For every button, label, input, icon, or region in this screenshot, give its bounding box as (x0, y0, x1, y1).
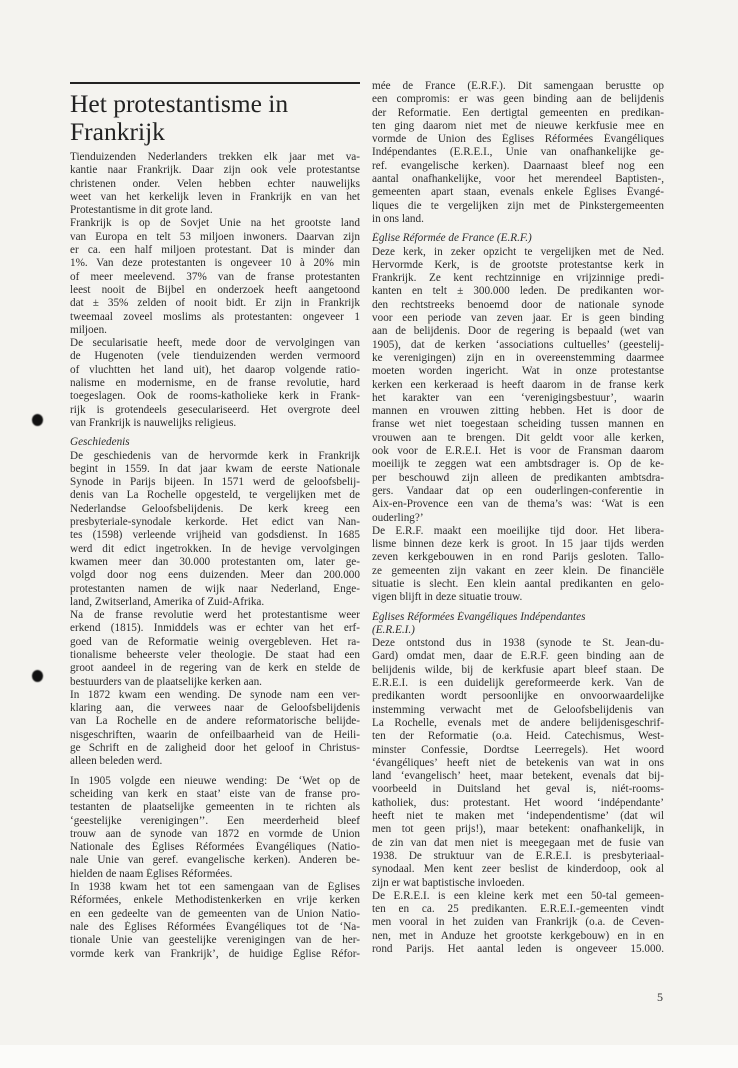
text-line: christenen onder. Velen hebben echter nauwelijks (70, 177, 360, 190)
text-line: minster Confessie, Dordtse Leerregels). Het woord (372, 743, 664, 756)
text-line: predikanten wordt persoonlijke en onvoorwaardelijke (372, 690, 664, 703)
text-line: aantal onafhankelijke, voor het merendeel Baptisten-, (372, 173, 664, 186)
text-line: ten der Reformatie (o.a. Heid. Catechismus, West- (372, 730, 664, 743)
text-line: ge Schrift en de zaligheid door het geloof in Christus- (70, 742, 360, 755)
text-line: bestuurders van de plaatselijke kerken aan. (70, 675, 262, 688)
paragraph (70, 775, 360, 881)
text-line: E.R.E.I. is een duidelijk gereformeerde kerk. Van de (372, 677, 664, 690)
text-line: weet van het kerkelijk leven in Frankrijk en van het (70, 190, 360, 203)
text-line: nale Unie van geref. evangelische kerken). Anderen be- (70, 854, 360, 867)
section-heading (372, 232, 664, 245)
section-heading (372, 611, 664, 638)
page-number: 5 (657, 990, 663, 1004)
text-line: De geschiedenis van de hervormde kerk in Frankrijk (70, 449, 360, 462)
text-line: Églises Réformées Évangéliques Indépendantes (372, 610, 586, 623)
text-line: Frankrijk. Ze kent rechtzinnige en vrijzinnige predi- (372, 272, 664, 285)
text-line: rond Parijs. Het aantal leden is ongeveer 15.000. (372, 943, 664, 955)
text-line: en een gedeelte van de gemeenten van de Union Natio- (70, 907, 360, 920)
text-line: ouderling?’ (372, 511, 424, 524)
text-line: goed van de Reformatie weinig overgebleven. Het ra- (70, 635, 360, 648)
text-line: mannen en vrouwen zitting hebben. Het is door de (372, 405, 664, 418)
text-line: Tienduizenden Nederlanders trekken elk jaar met va- (70, 151, 360, 163)
paragraph (70, 217, 360, 337)
paragraph (70, 337, 360, 430)
text-line: 1%. Van deze protestanten is ongeveer 10 à 20% min (70, 257, 360, 270)
title-rule (70, 82, 360, 84)
text-line: nalisme en modernisme, en de franse revolutie, hard (70, 377, 360, 390)
text-line: ‘évangéliques’ heeft niet de betekenis van wat in ons (372, 756, 664, 769)
text-line: der Reformatie. Een dertigtal gemeenten en predikan- (372, 106, 664, 119)
paragraph (372, 246, 664, 525)
text-line: De secularisatie heeft, mede door de vervolgingen van (70, 337, 360, 350)
text-line: In 1872 kwam een wending. De synode nam een ver- (70, 688, 360, 701)
text-line: synodaal. Men kent zeer beslist de kinderdoop, ook al (372, 863, 664, 876)
text-line: men tot geen prijs!), maar betekent: onafhankelijk, in (372, 823, 664, 836)
text-line: miljoen. (70, 323, 107, 336)
text-line: alleen beleden werd. (70, 755, 163, 768)
text-line: klaring aan, die verwees naar de Geloofsbelijdenis (70, 702, 360, 715)
text-line: Protestantisme in dit grote land. (70, 204, 213, 217)
text-line: erkend (1815). Inmiddels was er echter van het erf- (70, 622, 360, 635)
text-line: ze gemeenten zijn vakant en zeer klein. De financiële (372, 564, 664, 577)
text-line: Deze kerk, in zeker opzicht te vergelijken met de Ned. (372, 245, 664, 258)
text-line: La Rochelle, evenals met de andere belijdenisgeschrif- (372, 716, 664, 729)
text-line: of vluchtten het land uit), het daarop volgende ratio- (70, 363, 360, 376)
paragraph (372, 80, 664, 226)
text-line: gemeenten apart staan, evenals enkele Églises Évangé- (372, 186, 664, 199)
text-line: hielden de naam Églises Réformées. (70, 867, 233, 880)
text-line: kwamen meer dan 30.000 protestanten om, later ge- (70, 555, 360, 568)
text-line: scheiding van kerk en staat’ eiste van de franse pro- (70, 787, 360, 800)
paragraph (372, 637, 664, 890)
text-line: instemming verwacht met de Geloofsbelijdenis van (372, 703, 664, 716)
text-line: nen, met in Anduze het grootste kerkgebouw) en in en (372, 929, 664, 942)
text-line: testanten de plaatselijke gemeenten in te richten als (70, 801, 360, 814)
text-line: heeft niet te maken met ‘independentisme’ (dat wil (372, 810, 664, 823)
text-line: tionalisme beheerste veler theologie. De staat had een (70, 648, 360, 661)
text-line: kerken een kerkeraad is heeft daarom in de franse kerk (372, 378, 664, 391)
text-line: tes (1598) verleende vrijheid van godsdienst. In 1685 (70, 529, 360, 542)
text-line: leest nooit de Bijbel en onderzoek heeft aangetoond (70, 283, 360, 296)
text-line: een compromis: er was geen binding aan de belijdenis (372, 93, 664, 106)
text-line: vrouwen aan te brengen. Dit geldt voor alle kerken, (372, 431, 664, 444)
text-line: er ca. een half miljoen protestant. Dat is minder dan (70, 244, 360, 257)
text-line: per beschouwd zijn alleen de predikanten ambtsdra- (372, 471, 664, 484)
text-line: Na de franse revolutie werd het protestantisme weer (70, 609, 360, 622)
text-line: (E.R.E.I.) (372, 623, 415, 636)
text-line: of meer meelevend. 37% van de franse protestanten (70, 270, 360, 283)
text-line: het karakter van een ‘verenigingsbestuur’, waarin (372, 391, 664, 404)
text-line: moeilijk te zeggen wat een ambtsdrager is. Op de ke- (372, 458, 664, 471)
text-line: den rechtstreeks benoemd door de nationale synode (372, 298, 664, 311)
text-line: ten ging daarom niet met de nieuwe kerkfusie mee en (372, 119, 664, 132)
text-line: nale des Églises Réformées Évangéliques tot de ‘Na- (70, 920, 360, 933)
text-line: ‘geestelijke verenigingen’’. Een meerderheid bleef (70, 814, 360, 827)
text-line: gers. Vandaar dat op een ouderlingen-conferentie in (372, 484, 664, 497)
text-line: In 1938 kwam het tot een samengaan van de Églises (70, 881, 360, 894)
text-line: begint in 1559. In dat jaar kwam de eerste Nationale (70, 462, 360, 475)
text-line: land ‘evangelisch’ heet, maar betekent, evenals dat bij- (372, 770, 664, 783)
article-title-line: Frankrijk (70, 117, 165, 146)
punch-hole-mark (32, 670, 43, 682)
text-line: trouw aan de synode van 1872 en vormde de Union (70, 827, 360, 840)
text-line: land, Zwitserland, Amerika of Zuid-Afrika. (70, 595, 265, 608)
text-line: volgd door nog eens duizenden. Meer dan 200.000 (70, 569, 360, 582)
text-line: Deze ontstond dus in 1938 (synode te St. Jean-du- (372, 637, 664, 650)
text-line: 1938. De struktuur van de E.R.E.I. is presbyteriaal- (372, 849, 664, 862)
text-line: werd dit edict ingetrokken. In de hevige vervolgingen (70, 542, 360, 555)
text-line: groot aandeel in de regering van de kerk en stelde de (70, 662, 360, 675)
text-line: kanten en telt ± 300.000 leden. De predikanten wor- (372, 285, 664, 298)
text-line: Indépendantes (E.R.E.I., Unie van onafhankelijke ge- (372, 146, 664, 159)
paragraph (70, 151, 360, 217)
text-line: Frankrijk is op de Sovjet Unie na het grootste land (70, 217, 360, 230)
text-line: zeven kerkgebouwen in en rond Parijs gesloten. Tallo- (372, 551, 664, 564)
text-line: van La Rochelle en de andere reformatorische belijde- (70, 715, 360, 728)
text-line: presbyteriale-synodale kerkorde. Het edict van Nan- (70, 516, 360, 529)
text-line: denis van La Rochelle opgesteld, te vergelijken met de (70, 489, 360, 502)
text-line: ook voor de E.R.E.I. Het is voor de Fransman daarom (372, 445, 664, 458)
text-line: Geschiedenis (70, 436, 130, 449)
text-line: nisgeschriften, waarin de onfeilbaarheid van de Heili- (70, 728, 360, 741)
text-line: van Europa en telt 53 miljoen inwoners. Daarvan zijn (70, 230, 360, 243)
text-line: Nederlandse Geloofsbelijdenis. De kerk kreeg een (70, 502, 360, 515)
paragraph (70, 609, 360, 689)
text-line: Gard) omdat men, daar de E.R.F. geen binding aan de (372, 650, 664, 663)
text-column-right (372, 80, 664, 956)
text-line: dat ± 35% zelden of nooit bidt. Er zijn in Frankrijk (70, 297, 360, 310)
paragraph (372, 890, 664, 956)
paragraph (70, 881, 360, 961)
text-line: in ons land. (372, 212, 424, 225)
text-line: de zin van dat men niet is meegegaan met de fusie van (372, 836, 664, 849)
text-line: toegeslagen. Ook de rooms-katholieke kerk in Frank- (70, 390, 360, 403)
text-line: vormde kerk van Frankrijk’, de huidige Église Réfor- (70, 947, 360, 960)
text-line: Hervormde Kerk, is de grootste protestantse kerk in (372, 258, 664, 271)
paragraph (70, 689, 360, 769)
text-line: mée de France (E.R.F.). Dit samengaan berustte op (372, 80, 664, 92)
text-line: moeten worden ingericht. Wat in onze protestantse (372, 365, 664, 378)
text-line: Synode in Parijs bijeen. In 1571 werd de geloofsbelij- (70, 476, 360, 489)
text-line: ref. evangelische kerken). Daarnaast bleef nog een (372, 159, 664, 172)
text-line: In 1905 volgde een nieuwe wending: De ‘Wet op de (70, 774, 360, 787)
article-title-line: Het protestantisme in (70, 89, 289, 118)
text-line: voorbeeld in Duitsland het geval is, niét-rooms- (372, 783, 664, 796)
text-line: voor een periode van zeven jaar. Er is geen binding (372, 312, 664, 325)
text-line: aan de belijdenis. Door de regering is bepaald (wet van (372, 325, 664, 338)
text-line: belijdenis wilde, bij de kerkfusie apart bleef staan. De (372, 663, 664, 676)
paragraph (372, 525, 664, 605)
text-line: rijk is grotendeels geseculariseerd. Het overgrote deel (70, 403, 360, 416)
text-line: kantie naar Frankrijk. Daar zijn ook vele protestantse (70, 164, 360, 177)
text-line: Aix-en-Provence een van de thema’s was: ‘Wat is een (372, 498, 664, 511)
text-line: liques die te vergelijken zijn met de Pinkstergemeenten (372, 199, 664, 212)
text-line: lisme binnen deze kerk is groot. In 15 jaar tijds werden (372, 538, 664, 551)
text-line: ten en ca. 25 predikanten. E.R.E.I.-gemeenten vindt (372, 903, 664, 916)
text-line: ke verenigingen) zijn en in overeenstemming daarmee (372, 351, 664, 364)
text-line: De E.R.E.I. is een kleine kerk met een 50-tal gemeen- (372, 889, 664, 902)
text-column-left (70, 151, 360, 961)
text-line: protestanten namen de wijk naar Nederland, Enge- (70, 582, 360, 595)
text-line: vigen blijft in deze situatie trouw. (372, 591, 523, 604)
text-line: tweemaal zoveel moslims als protestanten: ongeveer 1 (70, 310, 360, 323)
text-line: zijn er wat baptistische invloeden. (372, 876, 525, 889)
text-line: katholiek, dus: protestant. Het woord ‘indépendante’ (372, 796, 664, 809)
text-line: tionale Unie van geestelijke verenigingen van de her- (70, 934, 360, 947)
section-heading (70, 436, 360, 449)
text-line: Réformées, enkele Methodistenkerken en vrije kerken (70, 894, 360, 907)
text-line: vormde de Union des Églises Réformées Évangéliques (372, 133, 664, 146)
text-line: Église Réformée de France (E.R.F.) (372, 232, 532, 245)
text-line: de Hugenoten (vele tienduizenden werden vermoord (70, 350, 360, 363)
article-title (70, 90, 365, 146)
text-line: situatie is slecht. Een klein aantal predikanten en gelo- (372, 577, 664, 590)
punch-hole-mark (32, 414, 43, 426)
text-line: franse wet niet toegestaan scheiding tussen mannen en (372, 418, 664, 431)
text-line: 1905), dat de kerken ‘associations cultuelles’ (geestelij- (372, 338, 664, 351)
paragraph (70, 450, 360, 610)
text-line: De E.R.F. maakt een moeilijke tijd door. Het libera- (372, 524, 664, 537)
text-line: van Frankrijk is nauwelijks religieus. (70, 416, 237, 429)
text-line: Nationale des Églises Réformées Évangéliques (Natio- (70, 841, 360, 854)
text-line: men vooral in het zuiden van Frankrijk (o.a. de Ceven- (372, 916, 664, 929)
